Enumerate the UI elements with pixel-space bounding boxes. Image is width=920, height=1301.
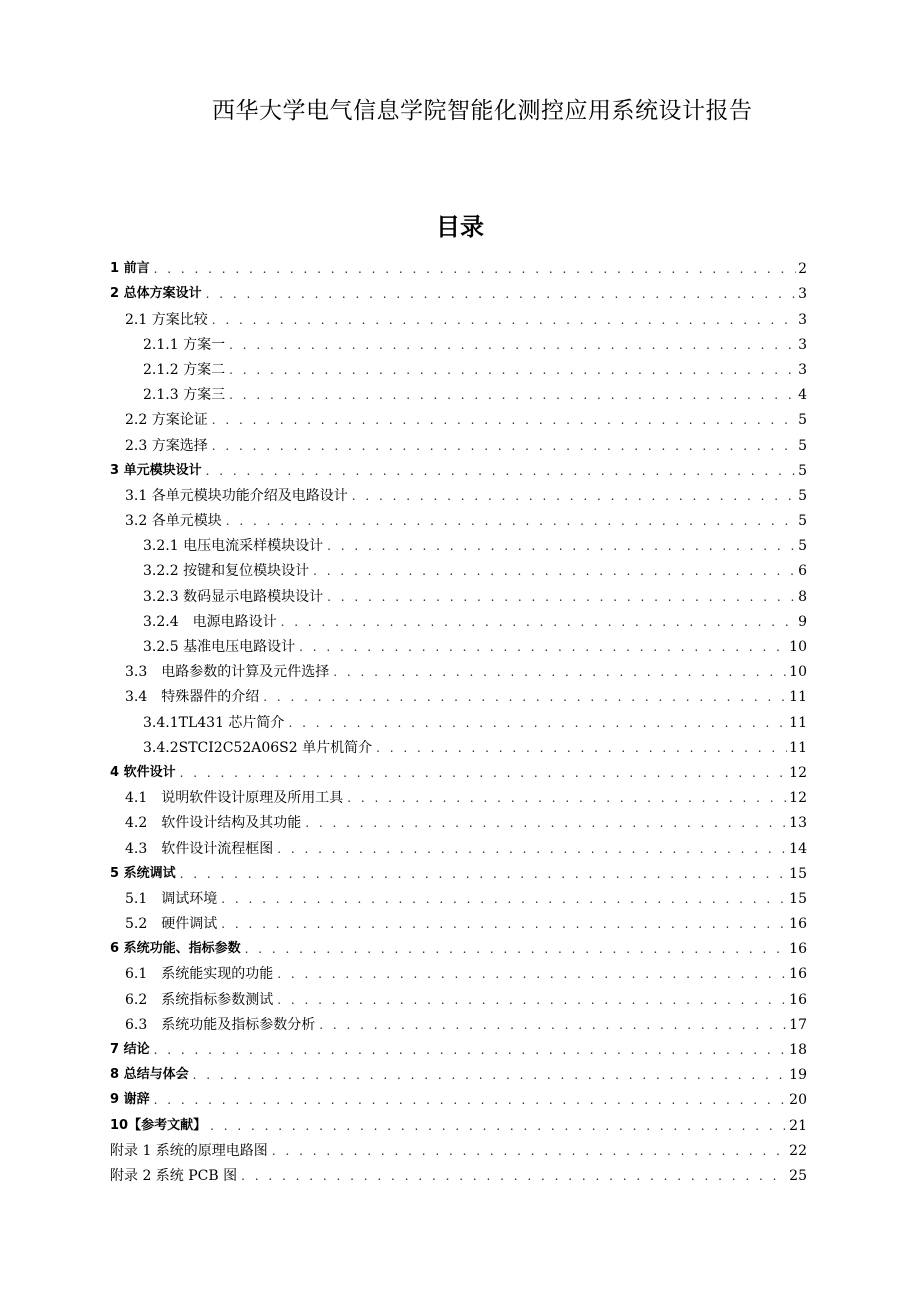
toc-leader-dots <box>212 311 796 329</box>
toc-leader-dots <box>212 411 796 429</box>
toc-entry[interactable] <box>110 908 807 933</box>
toc-entry-page-number: 5 <box>798 487 807 504</box>
toc-entry[interactable] <box>110 1109 807 1134</box>
table-of-contents <box>110 253 807 1185</box>
toc-leader-dots <box>288 714 787 732</box>
toc-entry-label: 3.2.1 电压电流采样模块设计 <box>143 538 324 555</box>
toc-entry-page-number: 11 <box>789 689 807 706</box>
toc-entry-label: 3.2.5 基准电压电路设计 <box>143 639 296 655</box>
toc-leader-dots <box>154 260 797 278</box>
toc-entry[interactable] <box>110 1160 807 1185</box>
toc-entry[interactable] <box>110 631 807 656</box>
toc-leader-dots <box>229 386 796 404</box>
toc-entry[interactable] <box>110 883 807 908</box>
toc-entry-label: 3.2.4 电源电路设计 <box>143 613 277 630</box>
toc-entry-label: 8 总结与体会 <box>110 1067 189 1083</box>
toc-leader-dots <box>319 1016 787 1034</box>
toc-entry-label: 3 单元模块设计 <box>110 462 202 478</box>
toc-entry-label: 4.2 软件设计结构及其功能 <box>125 815 302 832</box>
toc-entry-label: 3.2.3 数码显示电路模块设计 <box>143 588 324 605</box>
toc-entry-label: 3.2.2 按键和复位模块设计 <box>143 563 310 580</box>
toc-entry-label: 3.4.2STCI2C52A06S2 单片机简介 <box>143 739 373 756</box>
toc-leader-dots <box>241 1167 787 1185</box>
toc-entry-label: 4 软件设计 <box>110 764 176 780</box>
toc-entry-page-number: 16 <box>789 941 807 958</box>
toc-entry-page-number: 3 <box>798 311 807 328</box>
toc-entry[interactable] <box>110 858 807 883</box>
toc-entry-page-number: 10 <box>789 664 807 681</box>
toc-leader-dots <box>212 437 796 455</box>
toc-entry-page-number: 11 <box>789 714 807 731</box>
report-header-title: 西华大学电气信息学院智能化测控应用系统设计报告 <box>212 98 753 124</box>
toc-entry-label: 5 系统调试 <box>110 865 176 881</box>
toc-leader-dots <box>154 1091 788 1109</box>
toc-entry-page-number: 3 <box>798 286 807 303</box>
toc-entry[interactable] <box>110 933 807 958</box>
toc-entry[interactable] <box>110 958 807 983</box>
toc-entry-label: 4.1 说明软件设计原理及所用工具 <box>125 790 344 807</box>
toc-entry[interactable] <box>110 555 807 580</box>
toc-entry-label: 3.3 电路参数的计算及元件选择 <box>125 664 330 681</box>
toc-leader-dots <box>327 537 796 555</box>
toc-entry-label: 5.2 硬件调试 <box>125 916 218 933</box>
toc-entry-page-number: 3 <box>798 336 807 353</box>
toc-entry-label: 3.4 特殊器件的介绍 <box>125 689 260 706</box>
toc-entry[interactable] <box>110 606 807 631</box>
toc-leader-dots <box>277 991 787 1009</box>
toc-entry[interactable] <box>110 329 807 354</box>
toc-entry-page-number: 12 <box>789 764 807 781</box>
toc-entry-page-number: 5 <box>798 462 807 479</box>
toc-leader-dots <box>277 965 787 983</box>
toc-entry-page-number: 3 <box>798 361 807 378</box>
toc-heading: 目录 <box>436 213 484 241</box>
toc-entry-page-number: 18 <box>789 1042 807 1058</box>
toc-entry-page-number: 17 <box>789 1016 807 1033</box>
toc-leader-dots <box>206 462 797 480</box>
toc-leader-dots <box>180 865 788 883</box>
toc-leader-dots <box>347 789 787 807</box>
toc-leader-dots <box>305 814 787 832</box>
toc-leader-dots <box>221 890 787 908</box>
toc-entry[interactable] <box>110 455 807 480</box>
toc-entry-page-number: 14 <box>789 840 807 857</box>
toc-entry-label: 2.1.1 方案一 <box>143 336 226 353</box>
toc-entry-label: 6.3 系统功能及指标参数分析 <box>125 1016 316 1033</box>
toc-entry-page-number: 12 <box>789 790 807 807</box>
toc-entry-label: 2 总体方案设计 <box>110 286 202 302</box>
toc-entry[interactable] <box>110 1034 807 1059</box>
toc-entry[interactable] <box>110 530 807 555</box>
toc-entry-page-number: 2 <box>798 261 807 278</box>
toc-entry-label: 3.4.1TL431 芯片简介 <box>143 714 285 731</box>
toc-entry-page-number: 16 <box>789 916 807 933</box>
toc-entry-page-number: 13 <box>789 815 807 832</box>
toc-leader-dots <box>281 613 796 631</box>
toc-leader-dots <box>263 688 787 706</box>
toc-entry-label: 1 前言 <box>110 261 150 277</box>
toc-entry-page-number: 25 <box>789 1167 807 1184</box>
toc-leader-dots <box>333 663 787 681</box>
toc-entry-label: 3.1 各单元模块功能介绍及电路设计 <box>125 487 348 504</box>
toc-leader-dots <box>229 361 796 379</box>
toc-entry[interactable] <box>110 656 807 681</box>
toc-leader-dots <box>313 562 796 580</box>
toc-leader-dots <box>226 512 796 530</box>
toc-entry[interactable] <box>110 782 807 807</box>
toc-entry[interactable] <box>110 379 807 404</box>
toc-entry[interactable] <box>110 303 807 328</box>
toc-leader-dots <box>327 588 796 606</box>
toc-entry[interactable] <box>110 278 807 303</box>
toc-entry-label: 6.2 系统指标参数测试 <box>125 991 274 1008</box>
toc-entry[interactable] <box>110 1135 807 1160</box>
toc-entry-label: 4.3 软件设计流程框图 <box>125 840 274 857</box>
toc-entry-label: 6 系统功能、指标参数 <box>110 941 241 957</box>
toc-entry[interactable] <box>110 832 807 857</box>
toc-entry-page-number: 10 <box>789 639 807 655</box>
toc-entry[interactable] <box>110 480 807 505</box>
toc-entry[interactable] <box>110 354 807 379</box>
toc-entry-page-number: 5 <box>798 513 807 530</box>
toc-entry-page-number: 6 <box>798 563 807 580</box>
toc-entry[interactable] <box>110 732 807 757</box>
toc-entry[interactable] <box>110 807 807 832</box>
toc-entry[interactable] <box>110 505 807 530</box>
toc-entry[interactable] <box>110 757 807 782</box>
toc-entry-page-number: 9 <box>798 613 807 630</box>
toc-leader-dots <box>229 336 796 354</box>
toc-entry-page-number: 19 <box>789 1067 807 1084</box>
toc-entry[interactable] <box>110 681 807 706</box>
toc-entry-label: 附录 1 系统的原理电路图 <box>110 1142 268 1159</box>
toc-entry-label: 7 结论 <box>110 1042 150 1057</box>
toc-entry-page-number: 16 <box>789 966 807 983</box>
toc-entry[interactable] <box>110 1084 807 1109</box>
toc-entry-label: 2.1.2 方案二 <box>143 361 226 378</box>
toc-entry[interactable] <box>110 580 807 605</box>
toc-leader-dots <box>180 764 788 782</box>
toc-entry-label: 9 谢辞 <box>110 1092 150 1108</box>
toc-entry-label: 2.3 方案选择 <box>125 437 208 454</box>
toc-leader-dots <box>272 1142 787 1160</box>
toc-entry-label: 10【参考文献】 <box>110 1117 207 1133</box>
toc-entry[interactable] <box>110 706 807 731</box>
toc-entry-page-number: 8 <box>798 588 807 605</box>
toc-entry[interactable] <box>110 404 807 429</box>
toc-entry-label: 附录 2 系统 PCB 图 <box>110 1167 238 1184</box>
toc-entry-page-number: 16 <box>789 991 807 1008</box>
toc-leader-dots <box>299 638 787 656</box>
toc-entry-label: 2.1 方案比较 <box>125 311 208 328</box>
toc-leader-dots <box>376 739 787 757</box>
toc-entry-page-number: 5 <box>798 538 807 555</box>
toc-leader-dots <box>206 285 797 303</box>
toc-entry-page-number: 15 <box>789 865 807 882</box>
toc-entry-page-number: 11 <box>789 739 807 756</box>
toc-entry[interactable] <box>110 1009 807 1034</box>
toc-leader-dots <box>193 1066 788 1084</box>
toc-leader-dots <box>245 940 788 958</box>
toc-entry-page-number: 15 <box>789 890 807 907</box>
toc-entry[interactable] <box>110 253 807 278</box>
toc-entry-page-number: 5 <box>798 412 807 429</box>
toc-entry[interactable] <box>110 429 807 454</box>
toc-leader-dots <box>154 1041 788 1059</box>
toc-entry[interactable] <box>110 1059 807 1084</box>
toc-entry-label: 5.1 调试环境 <box>125 890 218 907</box>
toc-entry-page-number: 4 <box>798 387 807 404</box>
toc-leader-dots <box>352 487 796 505</box>
toc-entry-label: 2.1.3 方案三 <box>143 387 226 404</box>
toc-entry-page-number: 21 <box>789 1117 807 1134</box>
toc-entry-page-number: 5 <box>798 437 807 454</box>
toc-entry-page-number: 22 <box>789 1142 807 1159</box>
toc-entry-label: 3.2 各单元模块 <box>125 513 222 530</box>
toc-entry-label: 6.1 系统能实现的功能 <box>125 966 274 983</box>
toc-leader-dots <box>277 840 787 858</box>
toc-entry[interactable] <box>110 983 807 1008</box>
toc-entry-label: 2.2 方案论证 <box>125 412 208 429</box>
toc-leader-dots <box>210 1117 787 1135</box>
toc-leader-dots <box>221 915 787 933</box>
toc-entry-page-number: 20 <box>789 1092 807 1109</box>
